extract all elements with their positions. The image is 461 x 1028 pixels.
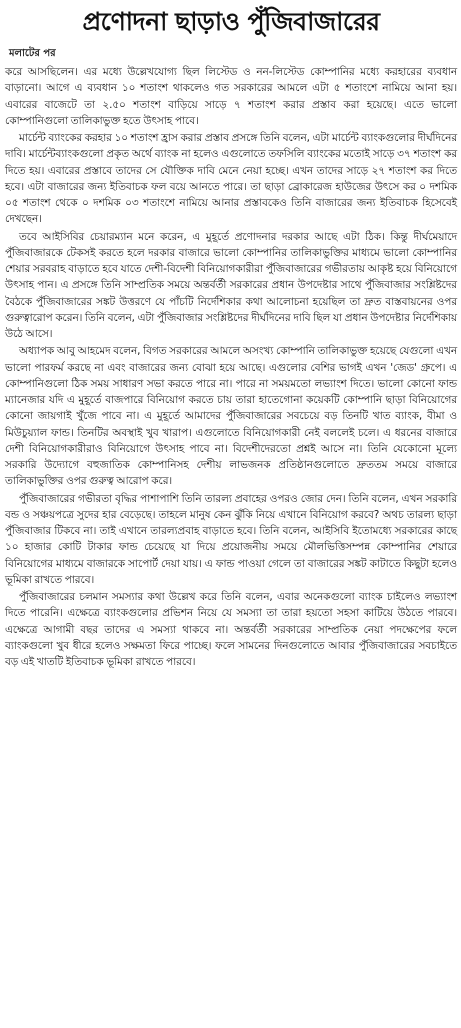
paragraph-5: পুঁজিবাজারের গভীরতা বৃদ্ধির পাশাপাশি তিনি তারল্য প্রবাহের ওপরও জোর দেন। তিনি বলেন, এখন সরকারি বন্ড ও সঞ্চয়পত্রে সুদের হার বেড়েছে। তাহলে মানুষ কেন ঝুঁকি নিয়ে এখানে বিনিয়োগ করবে? অথচ তারল্য ছাড়া পুঁজিবাজার টিকবে না। তাই এখানে তারল্যপ্রবাহ বাড়াতে হবে। তিনি বলেন, আইসিবি ইতোমধ্যে সরকারের কাছে ১০ হাজার কোটি টাকার ফান্ড চেয়েছে যা দিয়ে প্রয়োজনীয় সময়ে মৌলভিত্তিসম্পন্ন কোম্পানির শেয়ারে বিনিয়োগের মাধ্যমে বাজারকে সাপোর্ট দেয়া যায়। এ ফান্ড পাওয়া গেলে তা বাজারের সঙ্কট কাটাতে কিছুটা হলেও ভূমিকা রাখতে পারবে। [5, 492, 457, 586]
paragraph-4: অধ্যাপক আবু আহমেদ বলেন, বিগত সরকারের আমলে অসংখ্য কোম্পানি তালিকাভুক্ত হয়েছে যেগুলো এখন ভালো পারফর্ম করছে না এবং বাজারের জন্য বোঝা হয়ে আছে। এগুলোর বেশির ভাগই এখন 'জেড' গ্রুপে। এ কোম্পানিগুলো ঠিক সময় সাধারণ সভা করতে পারে না। পারে না সময়মতো লভ্যাংশ দিতে। ভালো কোনো ফান্ড ম্যানেজার যদি এ মুহূর্তে বাজপারে বিনিয়োগ করতে চায় তারা হাতেগোনা কয়েকটি কোম্পানি ছাড়া বিনিয়োগের কোনো জায়গাই খুঁজে পাবে না। এ মুহূর্তে আমাদের পুঁজিবাজারের সবচেয়ে বড় তিনটি খাত ব্যাংক, বীমা ও মিউচুয়্যাল ফান্ড। তিনটির অবস্থাই খুব খারাপ। এগুলোতে বিনিয়োগকারী নেই বললেই চলে। এ ধরনের বাজারে দেশী বিনিয়োগকারীরাও বিনিয়োগে উৎসাহ পাবে না। বিদেশীদেরতো প্রশ্নই আসে না। তিনি যেকোনো মূল্যে সরকারি উদ্যোগে বহুজাতিক কোম্পানিসহ দেশীয় লাভজনক প্রতিষ্ঠানগুলোতে দ্রুততম সময়ে বাজারে তালিকাভুক্তির ওপর গুরুত্ব আরোপ করে। [5, 345, 457, 488]
paragraph-1: করে আসছিলেন। এর মধ্যে উল্লেখযোগ্য ছিল লিস্টেড ও নন-লিস্টেড কোম্পানির মধ্যে করহারের ব্যবধান বাড়ানো। আগে এ ব্যবধান ১০ শতাংশ থাকলেও গত সরকারের আমলে এটা ৫ শতাংশে নামিয়ে আনা হয়। এবারের বাজেটে তা ২.৫০ শতাংশ বাড়িয়ে সাড়ে ৭ শতাংশ করার প্রস্তাব করা হয়েছে। এতে ভালো কোম্পানিগুলো তালিকাভুক্ত হতে উৎসাহ পাবে। [5, 66, 457, 127]
continuation-label: মলাটের পর [9, 48, 56, 59]
paragraph-2: মার্চেন্ট ব্যাংকের করহার ১০ শতাংশ হ্রাস করার প্রস্তাব প্রসঙ্গে তিনি বলেন, এটা মার্চেন্ট ব্যাংকগুলোর দীর্ঘদিনের দাবি। মার্চেন্টব্যাংকগুলো প্রকৃত অর্থে ব্যাংক না হলেও এগুলোতে তফসিলি ব্যাংকের মতোই সাড়ে ৩৭ শতাংশ কর দিতে হয়। এবারের প্রস্তাবে তাদের সে যৌক্তিক দাবি মেনে নেয়া হচ্ছে। এখন তাদের সাড়ে ২৭ শতাংশ কর দিতে হবে। এটা বাজারের জন্য ইতিবাচক ফল বয়ে আনতে পারে। তা ছাড়া ব্রোকারেজ হাউজের উৎসে কর ০ দশমিক ০৫ শতাংশ থেকে ০ দশমিক ০৩ শতাংশে নামিয়ে আনার প্রস্তাবকেও তিনি বাজারের জন্য ইতিবাচক হিসেবেই দেখছেন। [5, 132, 457, 226]
paragraph-3: তবে আইসিবির চেয়ারম্যান মনে করেন, এ মুহূর্তে প্রণোদনার দরকার আছে এটা ঠিক। কিন্তু দীর্ঘমেয়াদে পুঁজিবাজারকে টেকসই করতে হলে দরকার বাজারে ভালো কোম্পানির তালিকাভুক্তির মাধ্যমে ভালো কোম্পানির শেয়ার সরবরাহ বাড়াতে হবে যাতে দেশী-বিদেশী বিনিয়োগকারীরা পুঁজিবাজারের গভীরতায় আকৃষ্ট হয়ে বিনিয়োগে উৎসাহ পান। এ প্রসঙ্গে তিনি সাম্প্রতিক সময়ে অন্তর্বর্তী সরকারের প্রধান উপদেষ্টার সাথে পুঁজিবাজার সংশ্লিষ্টদের বৈঠকে পুঁজিবাজারের সঙ্কট উত্তরণে যে পাঁচটি নির্দেশিকার কথা আলোচনা হয়েছিল তা দ্রুত বাস্তবায়নের ওপর গুরুত্বারোপ করেন। তিনি বলেন, এটা পুঁজিবাজার সংশ্লিষ্টদের দীর্ঘদিনের দাবি ছিল যা প্রধান উপদেষ্টার নির্দেশিকায় উঠে আসে। [5, 230, 457, 340]
paragraph-6: পুঁজিবাজারের চলমান সমস্যার কথা উল্লেখ করে তিনি বলেন, এবার অনেকগুলো ব্যাংক চাইলেও লভ্যাংশ দিতে পারেনি। এক্ষেত্রে ব্যাংকগুলোর প্রভিশন নিয়ে যে সমস্যা তা তারা হয়তো সহসা কাটিয়ে উঠতে পারবে। এক্ষেত্রে আগামী বছর তাদের এ সমস্যা থাকবে না। অন্তর্বর্তী সরকারের সাম্প্রতিক নেয়া পদক্ষেপের ফলে ব্যাংকগুলো খুব ধীরে হলেও সক্ষমতা ফিরে পাচ্ছে। ফলে সামনের দিনগুলোতে আবার পুঁজিবাজারের সবচাইতে বড় এই খাতটি ইতিবাচক ভূমিকা রাখতে পারবে। [5, 591, 457, 668]
headline: প্রণোদনা ছাড়াও পুঁজিবাজারের [82, 7, 380, 36]
article-body [5, 64, 457, 670]
